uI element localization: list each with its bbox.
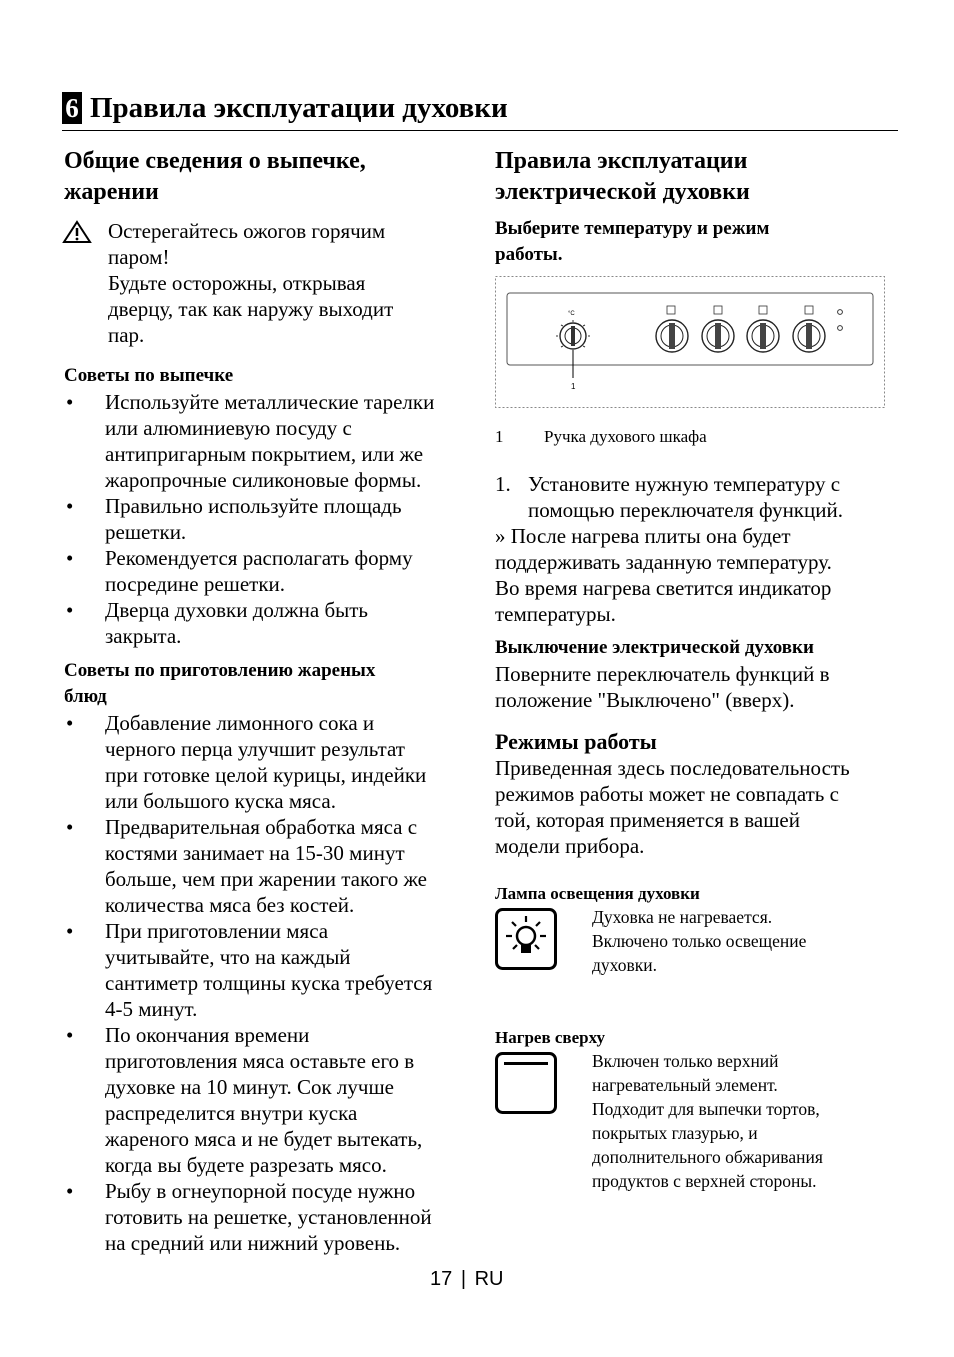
list-item: • Предварительная обработка мяса с костями занимает на 15-30 минут больше, чем при жарении такого же количества мяса без костей. — [64, 814, 464, 918]
indicator-light — [838, 310, 843, 315]
baking-title: Советы по выпечке — [64, 365, 234, 386]
chapter-header — [62, 88, 898, 131]
warning-icon — [62, 220, 92, 244]
warning-text: Остерегайтесь ожогов горячим паром! Будьте осторожны, открывая дверцу, так как наружу выходит пар. — [108, 219, 394, 347]
page-number: 17 — [430, 1268, 453, 1290]
off-title: Выключение электрической духовки — [495, 637, 814, 658]
callout-number: 1 — [571, 382, 576, 391]
chapter-number: 6 — [62, 92, 82, 124]
modes-title: Режимы работы — [495, 729, 657, 754]
footer-separator: | — [460, 1268, 467, 1290]
lamp-description: Духовка не нагревается. Включено только освещение духовки. — [592, 907, 807, 975]
step-number: 1. — [495, 472, 511, 496]
step-text: Установите нужную температуру с помощью переключателя функций. — [528, 472, 843, 522]
page-language: RU — [474, 1268, 504, 1290]
off-section: Выключение электрической духовки Поверните переключатель функций в положение "Выключено" (вверх). — [495, 635, 895, 713]
top-heat-title: Нагрев сверху — [495, 1028, 605, 1047]
list-item: • Рыбу в огнеупорной посуде нужно готовить на решетке, установленной на средний или нижний уровень. — [64, 1178, 464, 1256]
modes-section: Режимы работы Приведенная здесь последовательность режимов работы может не совпадать с той, которая применяется в вашей модели прибора. — [495, 728, 895, 859]
indicator-light — [838, 326, 843, 331]
left-heading: Общие сведения о выпечке, жарении — [64, 148, 366, 205]
list-item: • При приготовлении мяса учитывайте, что на каждый сантиметр толщины куска требуется 4-5 минут. — [64, 918, 464, 1022]
top-heat-icon — [495, 1052, 557, 1114]
baking-section — [64, 363, 464, 649]
list-item: • По окончания времени приготовления мяса оставьте его в духовке на 10 минут. Сок лучше распределится внутри куска жареного мяса и не будет вытекать, когда вы будете разрезать мясо. — [64, 1022, 464, 1178]
roast-tips-list — [64, 710, 464, 1256]
right-heading: Правила эксплуатации электрической духовки — [495, 148, 750, 205]
baking-tips-list — [64, 389, 464, 649]
chapter-title: Правила эксплуатации духовки — [90, 92, 508, 124]
figure-caption-num: 1 — [495, 427, 504, 446]
select-title: Выберите температуру и режим работы. — [495, 218, 770, 265]
list-item: • Используйте металлические тарелки или алюминиевую посуду с антипригарным покрытием, или же жаропрочные силиконовые формы. — [64, 389, 464, 493]
page-footer — [430, 1268, 503, 1291]
figure-caption-text: Ручка духового шкафа — [544, 427, 707, 446]
lamp-title: Лампа освещения духовки — [495, 884, 700, 903]
control-panel-figure — [495, 276, 885, 408]
list-item: • Дверца духовки должна быть закрыта. — [64, 597, 464, 649]
lamp-icon — [495, 908, 557, 970]
list-item: • Рекомендуется располагать форму посредине решетки. — [64, 545, 464, 597]
list-item: • Добавление лимонного сока и черного перца улучшит результат при готовке целой курицы, индейки или большого куска мяса. — [64, 710, 464, 814]
roast-section: Советы по приготовлению жареных блюд • Добавление лимонного сока и черного перца улучшит результат при готовке целой курицы, индейки или большого куска мяса. • Предварительная обработка мяса с костями занимает на 15-30 минут больше, чем при жарении такого же количества мяса без костей. • При приготовлении мяса учитывайте, что на каждый сантиметр толщины куска требуется 4-5 минут. • По окончания времени приготовления мяса оставьте его в духовке на 10 минут. Сок лучше распределится внутри куска жареного мяса и не будет вытекать, когда вы будете разрезать мясо. • Рыбу в огнеупорной посуде нужно готовить на решетке, установленной на средний или нижний уровень. — [64, 658, 464, 1256]
result-text: » После нагрева плиты она будет поддерживать заданную температуру. Во время нагрева светится индикатор температуры. — [495, 524, 832, 626]
top-heat-description: Включен только верхний нагревательный элемент. Подходит для выпечки тортов, покрытых глазурью, и дополнительного обжаривания продуктов с верхней стороны. — [592, 1051, 823, 1191]
roast-title: Советы по приготовлению жареных — [64, 660, 376, 681]
list-item: • Правильно используйте площадь решетки. — [64, 493, 464, 545]
temperature-label: °C — [568, 311, 575, 317]
